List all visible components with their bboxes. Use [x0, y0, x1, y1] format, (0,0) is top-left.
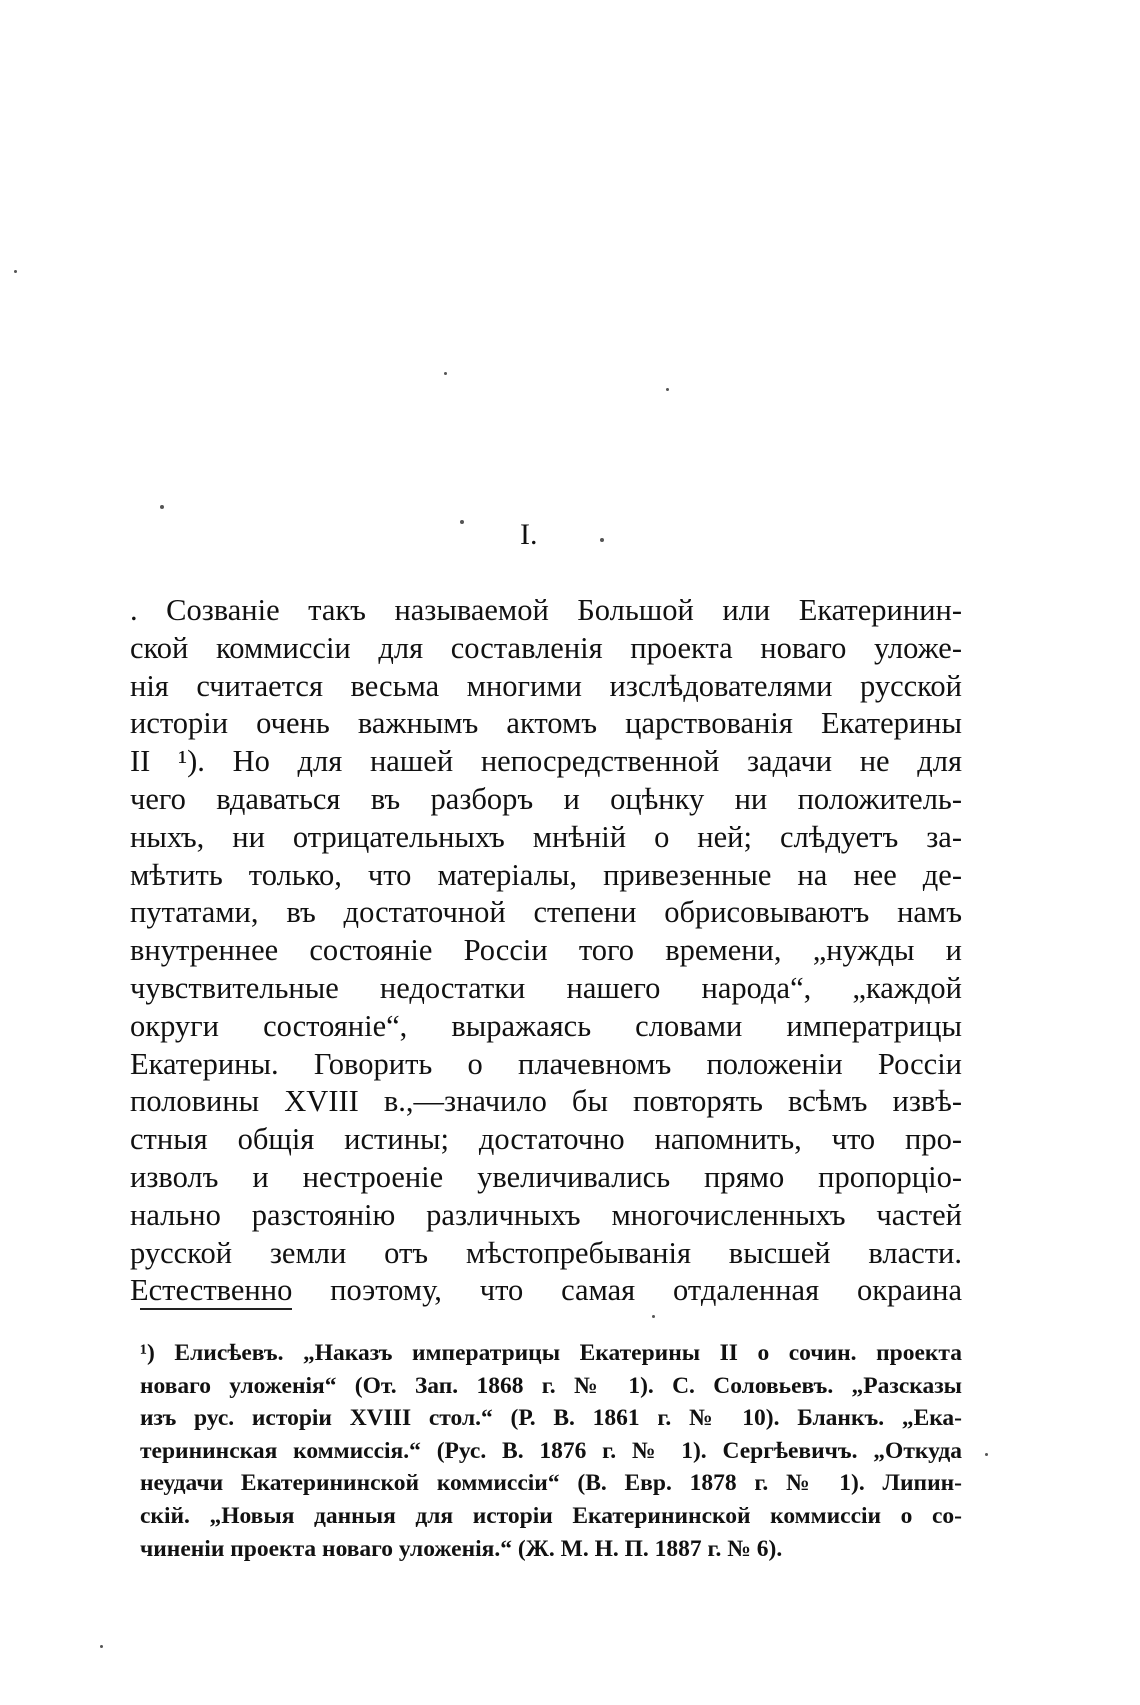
body-line: мѣтить только, что матерiалы, привезенные на нее де-	[130, 857, 962, 892]
footnote-line: скiй. „Новыя данныя для исторiи Екатерининской коммиссiи о со-	[140, 1502, 962, 1529]
body-line: ныхъ, ни отрицательныхъ мнѣнiй о ней; слѣдуетъ за-	[130, 819, 962, 854]
scan-speck	[14, 270, 17, 273]
body-line: Естественно поэтому, что самая отдаленная окраина	[130, 1273, 962, 1308]
footnote-line: ¹) Елисѣевъ. „Наказъ императрицы Екатерины II о сочин. проекта	[140, 1340, 962, 1366]
body-line: путатами, въ достаточной степени обрисовываютъ намъ	[130, 895, 962, 930]
body-line: изволъ и нестроенiе увеличивались прямо пропорцiо-	[130, 1159, 962, 1194]
footnote-line: чиненiи проекта новаго уложенiя.“ (Ж. М. Н. П. 1887 г. № 6).	[140, 1535, 783, 1562]
footnote-line: терининская коммиссiя.“ (Рус. В. 1876 г. № 1). Сергѣевичъ. „Откуда	[140, 1437, 962, 1464]
body-line: Екатерины. Говорить о плачевномъ положенiи Россiи	[130, 1046, 962, 1081]
body-line: ской коммиссiи для составленiя проекта новаго уложе-	[130, 630, 962, 665]
scan-speck	[444, 372, 447, 375]
scan-speck	[460, 520, 464, 524]
footnote-line: новаго уложенiя“ (От. Зап. 1868 г. № 1). С. Соловьевъ. „Разсказы	[140, 1372, 962, 1399]
footnote-line: изъ рус. исторiи XVIII стол.“ (Р. В. 1861 г. № 10). Бланкъ. „Ека-	[140, 1405, 962, 1432]
scan-speck	[100, 1645, 103, 1648]
body-line: исторiи очень важнымъ актомъ царствованiя Екатерины	[130, 706, 962, 741]
chapter-number: I.	[520, 518, 538, 551]
scan-speck	[985, 1453, 988, 1456]
body-line: нально разстоянiю различныхъ многочисленныхъ частей	[130, 1197, 962, 1232]
body-line: чувствительные недостатки нашего народа“, „каждой	[130, 970, 962, 1005]
body-line: стныя общiя истины; достаточно напомнить, что про-	[130, 1122, 962, 1157]
body-line: нiя считается весьма многими изслѣдователями русской	[130, 668, 962, 703]
scan-speck	[160, 505, 164, 509]
body-line: внутреннее состоянiе Россiи того времени, „нужды и	[130, 933, 962, 968]
body-line: II ¹). Но для нашей непосредственной задачи не для	[130, 744, 962, 779]
scan-speck	[666, 388, 669, 391]
scan-speck	[600, 538, 604, 542]
body-line: русской земли отъ мѣстопребыванiя высшей власти.	[130, 1235, 962, 1270]
body-line: половины XVIII в.,—значило бы повторять всѣмъ извѣ-	[130, 1084, 962, 1119]
footnote-separator	[140, 1308, 292, 1310]
body-line: . Созванiе такъ называемой Большой или Екатеринин-	[130, 593, 962, 627]
footnote-block	[140, 1337, 962, 1565]
body-line: округи состоянiе“, выражаясь словами императрицы	[130, 1008, 962, 1043]
body-line: чего вдаваться въ разборъ и оцѣнку ни положитель-	[130, 781, 962, 816]
body-paragraph	[130, 592, 962, 1310]
footnote-line: неудачи Екатерининской коммиссiи“ (В. Евр. 1878 г. № 1). Липин-	[140, 1470, 962, 1497]
scan-speck	[652, 1315, 655, 1318]
